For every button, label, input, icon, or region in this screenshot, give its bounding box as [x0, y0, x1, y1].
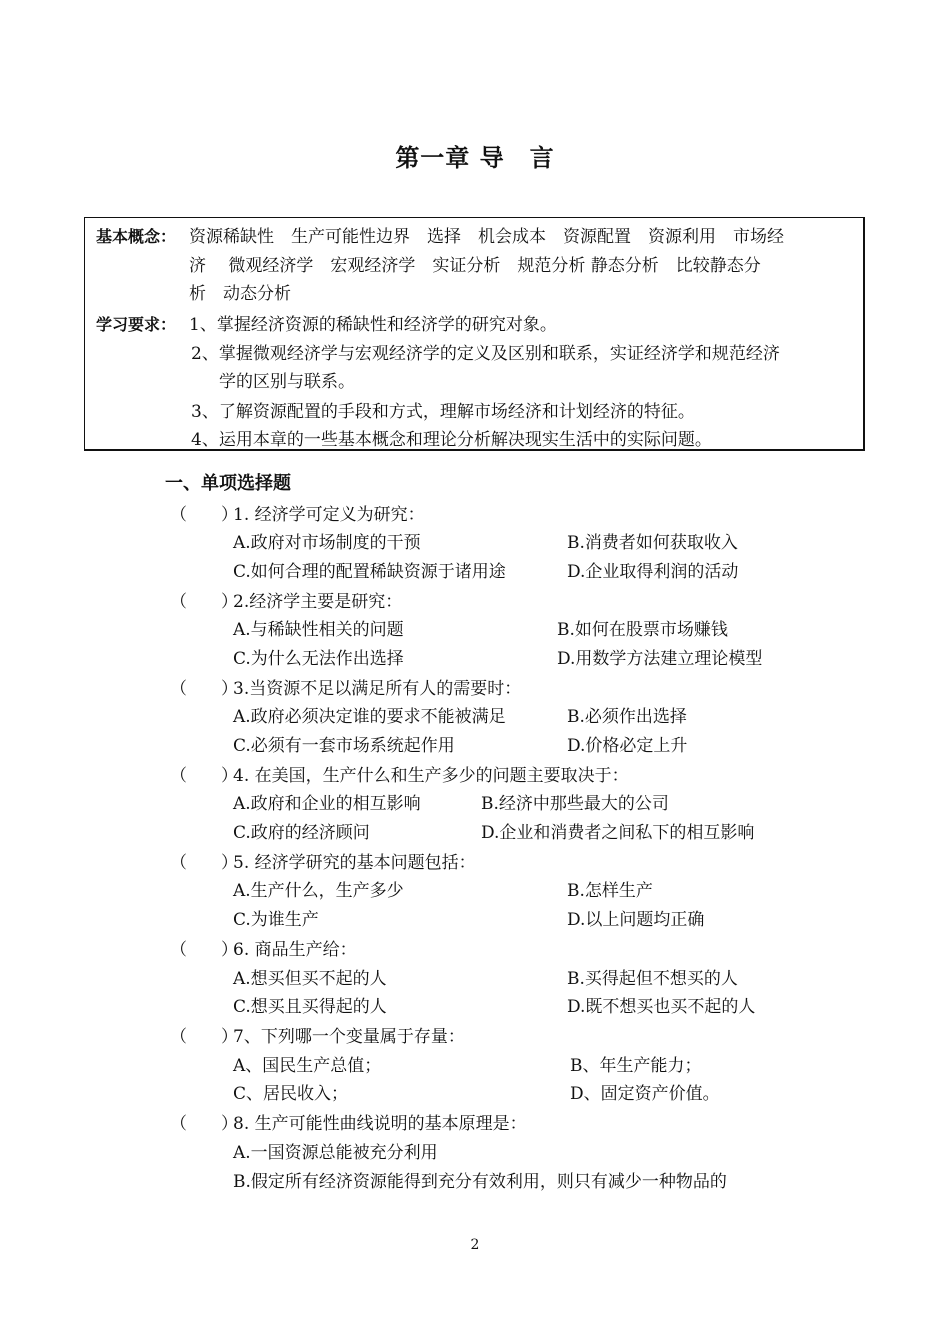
option: B.消费者如何获取收入	[567, 533, 738, 553]
answer-blank: （ ）	[170, 679, 238, 699]
answer-blank: （ ）	[170, 766, 238, 786]
answer-blank: （ ）	[170, 940, 238, 960]
option: B.怎样生产	[567, 881, 653, 901]
option: B.必须作出选择	[567, 707, 687, 727]
option: C.为谁生产	[233, 910, 319, 930]
option: B.假定所有经济资源能得到充分有效利用，则只有减少一种物品的	[233, 1172, 727, 1192]
section-title: 一、单项选择题	[165, 473, 291, 494]
option: B.如何在股票市场赚钱	[557, 620, 728, 640]
option: A、国民生产总值；	[233, 1056, 382, 1076]
requirement-line: 2、掌握微观经济学与宏观经济学的定义及区别和联系，实证经济学和规范经济	[191, 344, 780, 364]
answer-blank: （ ）	[170, 853, 238, 873]
option: D、固定资产价值。	[570, 1084, 720, 1104]
question-text: 1. 经济学可定义为研究：	[233, 505, 425, 525]
option: C.如何合理的配置稀缺资源于诸用途	[233, 562, 506, 582]
concepts-label: 基本概念：	[96, 227, 177, 246]
answer-blank: （ ）	[170, 505, 238, 525]
requirements-label: 学习要求：	[96, 315, 177, 334]
option: D.企业和消费者之间私下的相互影响	[481, 823, 755, 843]
question-text: 6. 商品生产给：	[233, 940, 357, 960]
question-text: 5. 经济学研究的基本问题包括：	[233, 853, 476, 873]
requirement-line: 4、运用本章的一些基本概念和理论分析解决现实生活中的实际问题。	[191, 430, 712, 450]
chapter-title: 第一章 导 言	[395, 144, 555, 172]
concepts-line: 析 动态分析	[189, 284, 291, 304]
option: A.一国资源总能被充分利用	[233, 1143, 438, 1163]
option: B.经济中那些最大的公司	[481, 794, 669, 814]
option: C.政府的经济顾问	[233, 823, 370, 843]
requirement-line: 1、掌握经济资源的稀缺性和经济学的研究对象。	[189, 315, 557, 335]
question-text: 2.经济学主要是研究：	[233, 592, 403, 612]
option: A.想买但买不起的人	[233, 969, 387, 989]
option: D.以上问题均正确	[567, 910, 705, 930]
requirement-line: 3、了解资源配置的手段和方式，理解市场经济和计划经济的特征。	[191, 402, 695, 422]
option: A.政府和企业的相互影响	[233, 794, 421, 814]
option: A.政府必须决定谁的要求不能被满足	[233, 707, 506, 727]
question-text: 4. 在美国，生产什么和生产多少的问题主要取决于：	[233, 766, 629, 786]
option: C.想买且买得起的人	[233, 997, 387, 1017]
option: A.政府对市场制度的干预	[233, 533, 421, 553]
option: A.生产什么，生产多少	[233, 881, 404, 901]
option: B、年生产能力；	[570, 1056, 702, 1076]
page-number: 2	[470, 1237, 480, 1253]
question-text: 8. 生产可能性曲线说明的基本原理是：	[233, 1114, 527, 1134]
concepts-line: 资源稀缺性 生产可能性边界 选择 机会成本 资源配置 资源利用 市场经	[189, 227, 784, 247]
option: D.用数学方法建立理论模型	[557, 649, 763, 669]
answer-blank: （ ）	[170, 592, 238, 612]
answer-blank: （ ）	[170, 1114, 238, 1134]
answer-blank: （ ）	[170, 1027, 238, 1047]
option: D.价格必定上升	[567, 736, 688, 756]
option: A.与稀缺性相关的问题	[233, 620, 404, 640]
requirement-line: 学的区别与联系。	[219, 372, 355, 392]
question-text: 3.当资源不足以满足所有人的需要时：	[233, 679, 522, 699]
option: D.既不想买也买不起的人	[567, 997, 756, 1017]
option: B.买得起但不想买的人	[567, 969, 738, 989]
concepts-line: 济 微观经济学 宏观经济学 实证分析 规范分析 静态分析 比较静态分	[189, 256, 761, 276]
option: C.为什么无法作出选择	[233, 649, 404, 669]
option: C、居民收入；	[233, 1084, 349, 1104]
option: C.必须有一套市场系统起作用	[233, 736, 455, 756]
option: D.企业取得利润的活动	[567, 562, 739, 582]
question-text: 7、下列哪一个变量属于存量：	[233, 1027, 465, 1047]
